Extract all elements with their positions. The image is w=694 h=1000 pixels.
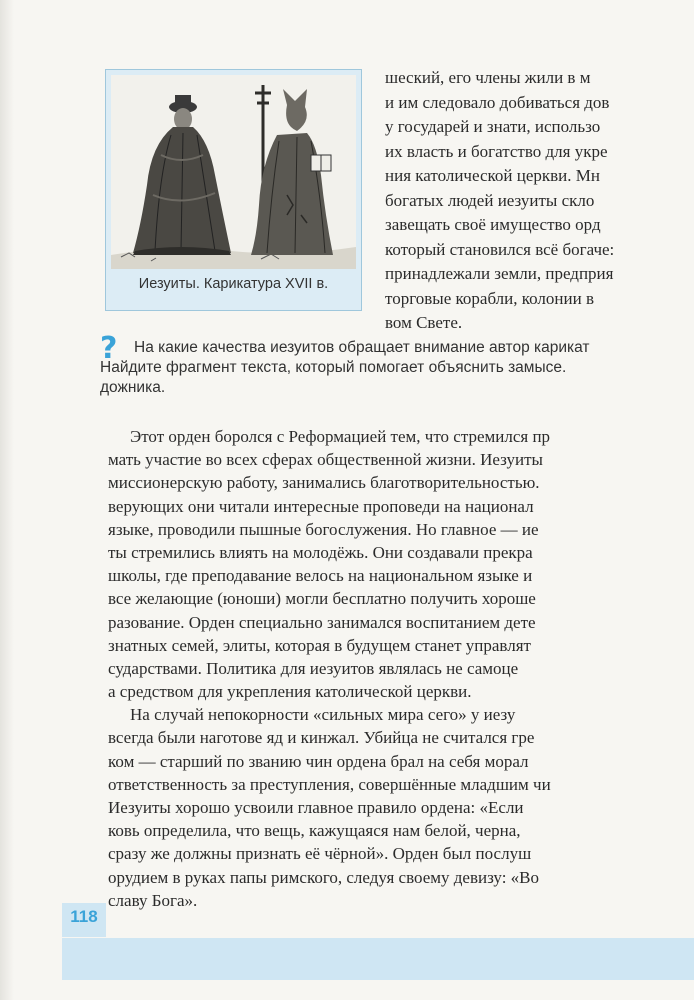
question-line: Найдите фрагмент текста, который помогает объяснить замысе. (100, 359, 567, 376)
text-line: у государей и знати, использо (385, 117, 601, 136)
page-edge (0, 0, 14, 1000)
text-line: мать участие во всех сферах общественной жизни. Иезуиты (108, 450, 543, 470)
text-line: разование. Орден специально занимался воспитанием дете (108, 612, 536, 632)
text-line: богатых людей иезуиты скло (385, 190, 595, 210)
main-text-body (108, 425, 694, 912)
figure-box (105, 69, 362, 311)
figure-caption: Иезуиты. Карикатура XVII в. (138, 276, 329, 292)
text-line: ком — старший по званию чин ордена брал на себя морал (108, 751, 529, 771)
text-line: сударствами. Политика для иезуитов являлась не самоце (108, 658, 519, 678)
text-line: а средством для укрепления католической церкви. (108, 682, 472, 702)
text-line: который становился всё богаче: (385, 239, 615, 259)
text-line: сразу же должны признать её чёрной». Орден был послуш (108, 844, 532, 864)
text-line: все желающие (юноши) могли бесплатно получить хороше (108, 589, 536, 609)
text-line: вом Свете. (385, 313, 463, 332)
text-line: школы, где преподавание велось на национальном языке и (108, 566, 533, 586)
text-line: ты стремились влиять на молодёжь. Они создавали прекра (108, 542, 533, 562)
left-jesuit-figure (133, 95, 231, 255)
text-line: Этот орден боролся с Реформацией тем, что стремился пр (130, 427, 551, 446)
question-block (100, 331, 694, 398)
question-mark-icon: ? (100, 331, 118, 366)
text-line: ответственность за преступления, совершённые младшим чи (108, 774, 551, 794)
right-monk-figure (251, 85, 333, 255)
text-line: и им следовало добиваться дов (385, 92, 610, 112)
text-line: славу Бога». (108, 890, 198, 910)
text-line: верующих они читали интересные проповеди на национал (108, 496, 534, 516)
side-text-column (385, 66, 694, 336)
text-line: орудием в руках папы римского, следуя своему девизу: «Во (108, 867, 540, 887)
text-line: принадлежали земли, предприя (385, 264, 614, 283)
text-line: миссионерскую работу, занимались благотворительностью. (108, 473, 540, 493)
text-line: знатных семей, элиты, которая в будущем станет управлят (108, 635, 531, 655)
text-line: Иезуиты хорошо усвоили главное правило ордена: «Если (108, 798, 524, 817)
question-line: дожника. (100, 379, 166, 396)
footer-band (104, 938, 694, 980)
question-line: На какие качества иезуитов обращает внимание автор карикат (134, 339, 590, 356)
jesuit-caricature-image (111, 75, 356, 269)
text-line: завещать своё имущество орд (385, 215, 601, 234)
text-line: На случай непокорности «сильных мира сего» у иезу (130, 705, 516, 725)
text-line: всегда были наготове яд и кинжал. Убийца не считался гре (108, 728, 535, 748)
text-line: шеский, его члены жили в м (385, 68, 591, 87)
text-line: языке, проводили пышные богослужения. Но главное — ие (108, 519, 539, 539)
text-line: торговые корабли, колонии в (385, 288, 594, 308)
footer-band-left (62, 938, 104, 980)
text-line: ния католической церкви. Мн (385, 166, 600, 185)
page-number: 118 (62, 903, 106, 937)
text-line: ковь определила, что вещь, кажущаяся нам белой, черна, (108, 821, 521, 841)
text-line: их власть и богатство для укре (385, 141, 608, 161)
